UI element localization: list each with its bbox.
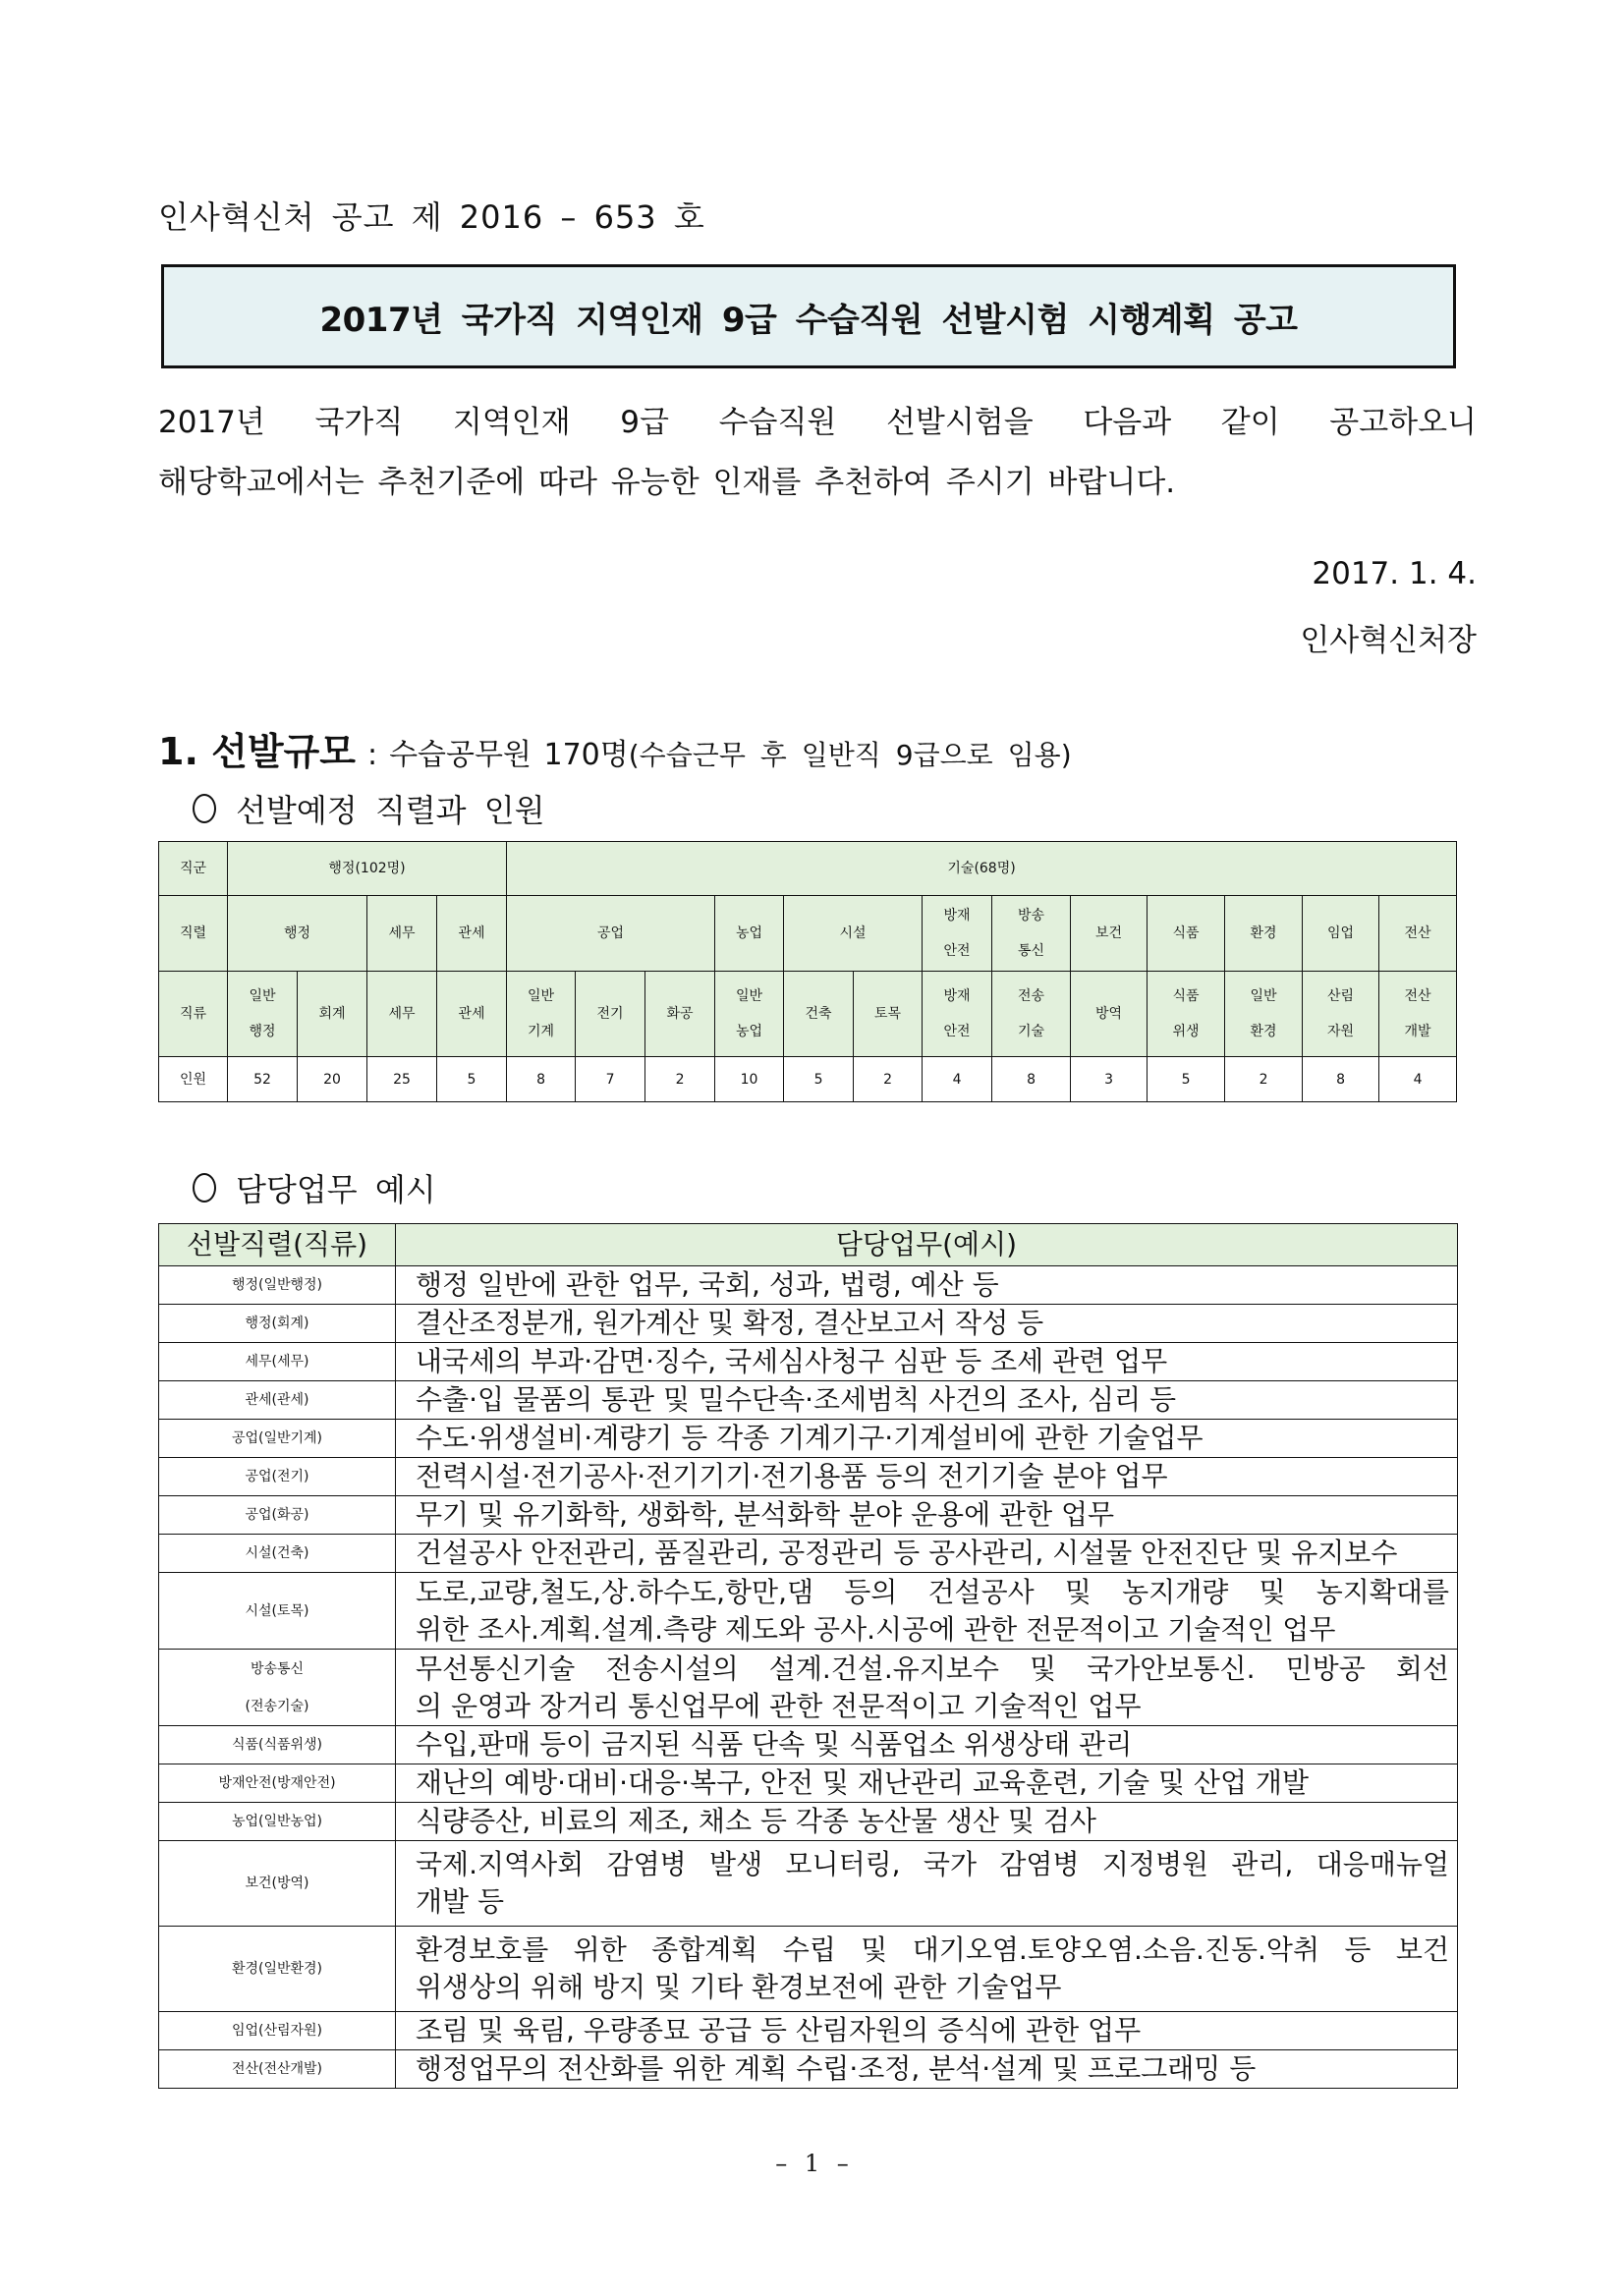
count-cell: 10	[715, 1057, 784, 1102]
table-row	[159, 1305, 1458, 1343]
duty-cell	[396, 1381, 1458, 1420]
series-cell: 보건	[1071, 896, 1148, 972]
class-cell	[576, 972, 645, 1057]
table-row	[159, 1458, 1458, 1496]
class-cell	[1071, 972, 1148, 1057]
table-row	[159, 1841, 1458, 1927]
class-line: 회계	[318, 1006, 346, 1022]
row-label: 직류	[159, 972, 228, 1057]
class-line: 건축	[805, 1006, 832, 1022]
position-name: 시설(건축)	[245, 1545, 309, 1561]
table-row	[159, 1420, 1458, 1458]
duty-line: 도로,교량,철도,상.하수도,항만,댐 등의 건설공사 및 농지개량 및 농지확대를	[416, 1575, 1449, 1608]
duty-line: 내국세의 부과·감면·징수, 국세심사청구 심판 등 조세 관련 업무	[416, 1345, 1168, 1377]
count-cell: 5	[437, 1057, 507, 1102]
class-line: 식품	[1172, 988, 1200, 1004]
position-cell	[159, 1726, 396, 1764]
position-cell	[159, 1764, 396, 1803]
series-line: 통신	[1018, 943, 1045, 959]
duty-cell	[396, 1305, 1458, 1343]
duty-line: 환경보호를 위한 종합계획 수립 및 대기오염.토양오염.소음.진동.악취 등 보건	[416, 1933, 1449, 1966]
row-label: 인원	[159, 1057, 228, 1102]
title-box	[161, 264, 1456, 368]
section-1-heading	[158, 721, 1072, 775]
class-cell	[1303, 972, 1379, 1057]
duty-line: 의 운영과 장거리 통신업무에 관한 전문적이고 기술적인 업무	[416, 1689, 1142, 1722]
count-cell: 25	[367, 1057, 437, 1102]
class-line: 개발	[1404, 1024, 1431, 1039]
position-cell	[159, 1496, 396, 1535]
series-line: 방재	[943, 908, 971, 924]
duty-line: 국제.지역사회 감염병 발생 모니터링, 국가 감염병 지정병원 관리, 대응매뉴얼	[416, 1848, 1449, 1880]
positions-table	[158, 841, 1534, 1102]
count-cell: 5	[784, 1057, 854, 1102]
series-cell: 농업	[715, 896, 784, 972]
signer: 인사혁신처장	[1300, 623, 1477, 658]
class-cell	[1379, 972, 1457, 1057]
duty-cell	[396, 1803, 1458, 1841]
class-line: 농업	[736, 1024, 763, 1039]
class-line: 방역	[1095, 1006, 1123, 1022]
series-cell: 시설	[784, 896, 923, 972]
position-name: 행정(회계)	[245, 1316, 309, 1331]
table-row	[159, 1496, 1458, 1535]
table-row-group	[159, 842, 1534, 896]
position-cell	[159, 1343, 396, 1381]
duty-line: 위생상의 위해 방지 및 기타 환경보전에 관한 기술업무	[416, 1971, 1062, 2003]
series-cell: 전산	[1379, 896, 1457, 972]
subheading-positions	[193, 786, 545, 831]
series-line: 안전	[943, 943, 971, 959]
class-line: 위생	[1172, 1024, 1200, 1039]
count-cell: 4	[923, 1057, 992, 1102]
series-cell: 관세	[437, 896, 507, 972]
circle-bullet-icon	[193, 794, 216, 823]
class-cell	[1148, 972, 1225, 1057]
class-line: 화공	[666, 1006, 694, 1022]
class-cell	[437, 972, 507, 1057]
count-cell: 8	[992, 1057, 1071, 1102]
class-line: 안전	[943, 1024, 971, 1039]
series-cell: 환경	[1225, 896, 1303, 972]
count-cell: 20	[298, 1057, 367, 1102]
series-cell: 세무	[367, 896, 437, 972]
class-line: 기술	[1018, 1024, 1045, 1039]
class-line: 행정	[249, 1024, 276, 1039]
duty-line: 개발 등	[416, 1885, 505, 1918]
table-row	[159, 1726, 1458, 1764]
table-row	[159, 2012, 1458, 2050]
series-cell: 임업	[1303, 896, 1379, 972]
duty-cell	[396, 1420, 1458, 1458]
table-row	[159, 1764, 1458, 1803]
intro-line-1: 2017년 국가직 지역인재 9급 수습직원 선발시험을 다음과 같이 공고하오니	[158, 405, 1477, 440]
position-name: 공업(화공)	[245, 1507, 309, 1523]
subheading-text: 선발예정 직렬과 인원	[236, 792, 545, 829]
position-name: 환경(일반환경)	[231, 1961, 323, 1977]
duty-line: 무기 및 유기화학, 생화학, 분석화학 분야 운용에 관한 업무	[416, 1498, 1115, 1531]
class-cell	[715, 972, 784, 1057]
table-header-row	[159, 1224, 1458, 1266]
class-cell	[992, 972, 1071, 1057]
duty-line: 수도·위생설비·계량기 등 각종 기계기구·기계설비에 관한 기술업무	[416, 1422, 1204, 1454]
table-row	[159, 1381, 1458, 1420]
duty-cell	[396, 1343, 1458, 1381]
position-cell	[159, 1381, 396, 1420]
row-label: 직군	[159, 842, 228, 896]
duty-line: 식량증산, 비료의 제조, 채소 등 각종 농산물 생산 및 검사	[416, 1805, 1096, 1837]
class-cell	[784, 972, 854, 1057]
position-cell	[159, 1573, 396, 1650]
class-cell	[1225, 972, 1303, 1057]
circle-bullet-icon	[193, 1173, 216, 1203]
duty-cell	[396, 1573, 1458, 1650]
class-cell	[854, 972, 923, 1057]
class-line: 세무	[388, 1006, 416, 1022]
duty-line: 건설공사 안전관리, 품질관리, 공정관리 등 공사관리, 시설물 안전진단 및 유지보수	[416, 1537, 1398, 1569]
duty-line: 위한 조사.계획.설계.측량 제도와 공사.시공에 관한 전문적이고 기술적인 업무	[416, 1612, 1336, 1646]
series-cell: 공업	[507, 896, 715, 972]
duty-line: 무선통신기술 전송시설의 설계.건설.유지보수 및 국가안보통신. 민방공 회선	[416, 1652, 1449, 1685]
header-cell: 담당업무(예시)	[396, 1224, 1458, 1266]
section-title: 1. 선발규모	[158, 730, 356, 773]
class-line: 토목	[874, 1006, 902, 1022]
duty-cell	[396, 1458, 1458, 1496]
duty-line: 재난의 예방·대비·대응·복구, 안전 및 재난관리 교육훈련, 기술 및 산업 개발	[416, 1766, 1310, 1799]
count-cell: 2	[1225, 1057, 1303, 1102]
header-cell: 선발직렬(직류)	[159, 1224, 396, 1266]
series-line: 방송	[1018, 908, 1045, 924]
duty-cell	[396, 1496, 1458, 1535]
table-row	[159, 1266, 1458, 1305]
position-name: 임업(산림자원)	[231, 2023, 323, 2039]
table-row	[159, 1535, 1458, 1573]
notice-date: 2017. 1. 4.	[1312, 556, 1477, 591]
class-line: 자원	[1327, 1024, 1355, 1039]
count-cell: 52	[228, 1057, 298, 1102]
count-cell: 5	[1148, 1057, 1225, 1102]
table-row	[159, 1803, 1458, 1841]
series-cell	[923, 896, 992, 972]
position-name: 공업(일반기계)	[231, 1430, 323, 1446]
class-line: 일반	[249, 988, 276, 1004]
page-number: – 1 –	[775, 2150, 849, 2177]
position-cell	[159, 1266, 396, 1305]
duty-line: 전력시설·전기공사·전기기기·전기용품 등의 전기기술 분야 업무	[416, 1460, 1168, 1492]
class-line: 기계	[528, 1024, 555, 1039]
class-cell	[298, 972, 367, 1057]
duty-cell	[396, 1841, 1458, 1927]
position-name: 보건(방역)	[245, 1876, 309, 1891]
position-name: 시설(토목)	[245, 1602, 309, 1619]
position-cell	[159, 1841, 396, 1927]
series-cell: 식품	[1148, 896, 1225, 972]
class-cell	[645, 972, 715, 1057]
intro-line-2: 해당학교에서는 추천기준에 따라 유능한 인재를 추천하여 주시기 바랍니다.	[158, 465, 1176, 500]
duty-line: 행정업무의 전산화를 위한 계획 수립·조정, 분석·설계 및 프로그래밍 등	[416, 2052, 1257, 2085]
class-line: 전송	[1018, 988, 1045, 1004]
duty-cell	[396, 2050, 1458, 2089]
class-cell	[228, 972, 298, 1057]
separator: :	[366, 738, 378, 772]
position-name: 세무(세무)	[245, 1354, 309, 1370]
position-cell	[159, 1927, 396, 2012]
selection-note: (수습근무 후 일반직 9급으로 임용)	[628, 739, 1072, 771]
document-title: 2017년 국가직 지역인재 9급 수습직원 선발시험 시행계획 공고	[319, 300, 1298, 340]
class-cell	[507, 972, 576, 1057]
table-row	[159, 1573, 1458, 1650]
count-cell: 3	[1071, 1057, 1148, 1102]
table-row-counts	[159, 1057, 1534, 1102]
position-cell	[159, 1305, 396, 1343]
class-line: 환경	[1250, 1024, 1277, 1039]
class-line: 방재	[943, 988, 971, 1004]
count-cell: 4	[1379, 1057, 1457, 1102]
subheading-text: 담당업무 예시	[236, 1171, 436, 1208]
position-cell	[159, 1535, 396, 1573]
duty-cell	[396, 1535, 1458, 1573]
position-cell	[159, 1650, 396, 1726]
position-name: 공업(전기)	[245, 1469, 309, 1484]
class-cell	[923, 972, 992, 1057]
duty-line: 조림 및 육림, 우량종묘 공급 등 산림자원의 증식에 관한 업무	[416, 2014, 1142, 2046]
duty-cell	[396, 1650, 1458, 1726]
subheading-duties	[193, 1165, 436, 1210]
position-name: 방재안전(방재안전)	[218, 1775, 336, 1791]
duty-line: 행정 일반에 관한 업무, 국회, 성과, 법령, 예산 등	[416, 1268, 999, 1301]
class-line: 일반	[736, 988, 763, 1004]
class-line: 전산	[1404, 988, 1431, 1004]
count-cell: 7	[576, 1057, 645, 1102]
duty-cell	[396, 1266, 1458, 1305]
table-row-classes	[159, 972, 1534, 1057]
position-name: 행정(일반행정)	[231, 1277, 323, 1293]
position-name: 방송통신	[250, 1660, 305, 1677]
series-cell	[992, 896, 1071, 972]
duty-cell	[396, 1927, 1458, 2012]
duty-cell	[396, 1764, 1458, 1803]
row-label: 직렬	[159, 896, 228, 972]
table-row	[159, 1927, 1458, 2012]
table-row-series	[159, 896, 1534, 972]
table-row	[159, 1343, 1458, 1381]
count-cell: 2	[854, 1057, 923, 1102]
group-cell: 기술(68명)	[507, 842, 1457, 896]
class-line: 일반	[1250, 988, 1277, 1004]
class-line: 관세	[458, 1006, 485, 1022]
position-cell	[159, 1458, 396, 1496]
class-line: 일반	[528, 988, 555, 1004]
group-cell: 행정(102명)	[228, 842, 507, 896]
selection-size: 수습공무원 170명	[389, 738, 629, 772]
table-row	[159, 1650, 1458, 1726]
duty-cell	[396, 2012, 1458, 2050]
class-line: 산림	[1327, 988, 1355, 1004]
position-cell	[159, 2012, 396, 2050]
duties-table	[158, 1223, 1458, 2089]
position-name: 식품(식품위생)	[231, 1737, 323, 1753]
count-cell: 8	[507, 1057, 576, 1102]
duty-line: 수출·입 물품의 통관 및 밀수단속·조세범칙 사건의 조사, 심리 등	[416, 1383, 1177, 1416]
table-row	[159, 2050, 1458, 2089]
class-line: 전기	[596, 1006, 624, 1022]
count-cell: 2	[645, 1057, 715, 1102]
duty-line: 결산조정분개, 원가계산 및 확정, 결산보고서 작성 등	[416, 1307, 1044, 1339]
position-cell	[159, 1420, 396, 1458]
position-name: 전산(전산개발)	[231, 2061, 323, 2077]
position-cell	[159, 1803, 396, 1841]
position-name: 농업(일반농업)	[231, 1814, 323, 1829]
position-name: (전송기술)	[245, 1698, 309, 1714]
position-cell	[159, 2050, 396, 2089]
duty-line: 수입,판매 등이 금지된 식품 단속 및 식품업소 위생상태 관리	[416, 1728, 1133, 1761]
position-name: 관세(관세)	[245, 1392, 309, 1408]
class-cell	[367, 972, 437, 1057]
notice-number: 인사혁신처 공고 제 2016 – 653 호	[158, 198, 705, 236]
duty-cell	[396, 1726, 1458, 1764]
series-cell: 행정	[228, 896, 367, 972]
count-cell: 8	[1303, 1057, 1379, 1102]
